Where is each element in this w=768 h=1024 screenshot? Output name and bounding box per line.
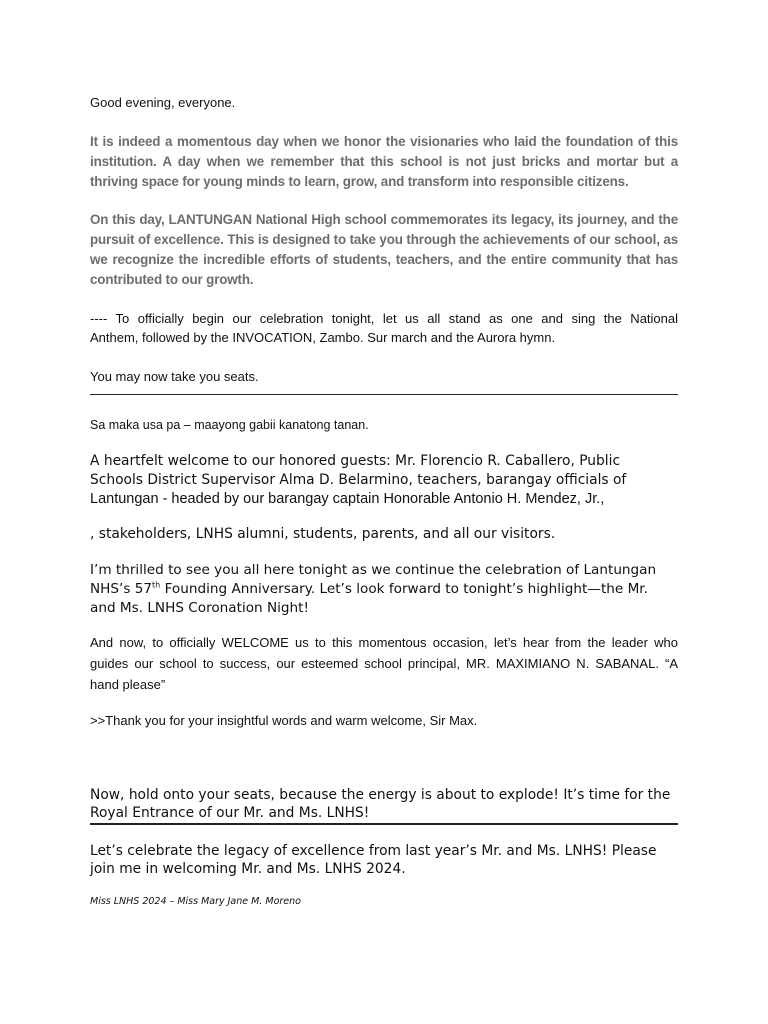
text-line: pursuit of excellence. This is designed to take you through the achievements of our school, as (90, 232, 678, 247)
text-line: I’m thrilled to see you all here tonight as we continue the celebration of Lantungan (90, 562, 657, 578)
paragraph-principal-intro (90, 632, 678, 695)
take-seats-line: You may now take you seats. (90, 369, 259, 384)
text-line: we recognize the incredible efforts of students, teachers, and the entire community that has (90, 252, 678, 267)
stakeholders-line: , stakeholders, LNHS alumni, students, parents, and all our visitors. (90, 526, 556, 542)
paragraph-anthem (90, 309, 678, 347)
text-line: Lantungan - headed by our barangay captain Honorable Antonio H. Mendez, Jr., (90, 491, 605, 507)
miss-lnhs-caption: Miss LNHS 2024 – Miss Mary Jane M. Moreno (90, 896, 301, 907)
text-line: contributed to our growth. (90, 272, 254, 287)
ordinal-suffix: th (152, 580, 161, 590)
paragraph-legacy (90, 210, 678, 290)
text-line: Royal Entrance of our Mr. and Ms. LNHS! (90, 805, 370, 821)
text-fragment: NHS’s 57 (90, 581, 153, 597)
text-line: On this day, LANTUNGAN National High school commemorates its legacy, its journey, and the (90, 212, 678, 227)
visayan-greeting: Sa maka usa pa – maayong gabii kanatong tanan. (90, 418, 369, 432)
paragraph-welcome-guests (90, 452, 650, 509)
text-line: A heartfelt welcome to our honored guests: Mr. Florencio R. Caballero, Public (90, 453, 621, 469)
text-line: join me in welcoming Mr. and Ms. LNHS 2024. (90, 861, 406, 877)
paragraph-visionaries (90, 132, 678, 192)
paragraph-thrilled (90, 561, 678, 618)
section-divider (90, 823, 678, 825)
text-line: guides our school to success, our esteemed school principal, MR. MAXIMIANO N. SABANAL. “A (90, 656, 678, 671)
text-line: and Ms. LNHS Coronation Night! (90, 600, 309, 616)
paragraph-royal-entrance (90, 786, 678, 822)
thank-you-line: >>Thank you for your insightful words and warm welcome, Sir Max. (90, 713, 478, 728)
text-line (90, 580, 678, 599)
text-line: It is indeed a momentous day when we honor the visionaries who laid the foundation of this (90, 134, 678, 149)
text-line: Now, hold onto your seats, because the energy is about to explode! It’s time for the (90, 787, 671, 803)
text-line: thriving space for young minds to learn, grow, and transform into responsible citizens. (90, 174, 629, 189)
text-line: And now, to officially WELCOME us to this momentous occasion, let’s hear from the leader who (90, 635, 678, 650)
text-fragment: Founding Anniversary. Let’s look forward to tonight’s highlight—the Mr. (160, 581, 648, 597)
text-line: Schools District Supervisor Alma D. Belarmino, teachers, barangay officials of (90, 472, 627, 488)
text-line: ---- To officially begin our celebration tonight, let us all stand as one and sing the National (90, 311, 678, 326)
paragraph-celebrate-legacy (90, 842, 678, 878)
text-line: Anthem, followed by the INVOCATION, Zambo. Sur march and the Aurora hymn. (90, 330, 556, 345)
text-line: hand please” (90, 677, 166, 692)
text-line: institution. A day when we remember that this school is not just bricks and mortar but a (90, 154, 678, 169)
greeting-line: Good evening, everyone. (90, 95, 236, 110)
section-divider (90, 394, 678, 395)
text-line: Let’s celebrate the legacy of excellence from last year’s Mr. and Ms. LNHS! Please (90, 843, 657, 859)
